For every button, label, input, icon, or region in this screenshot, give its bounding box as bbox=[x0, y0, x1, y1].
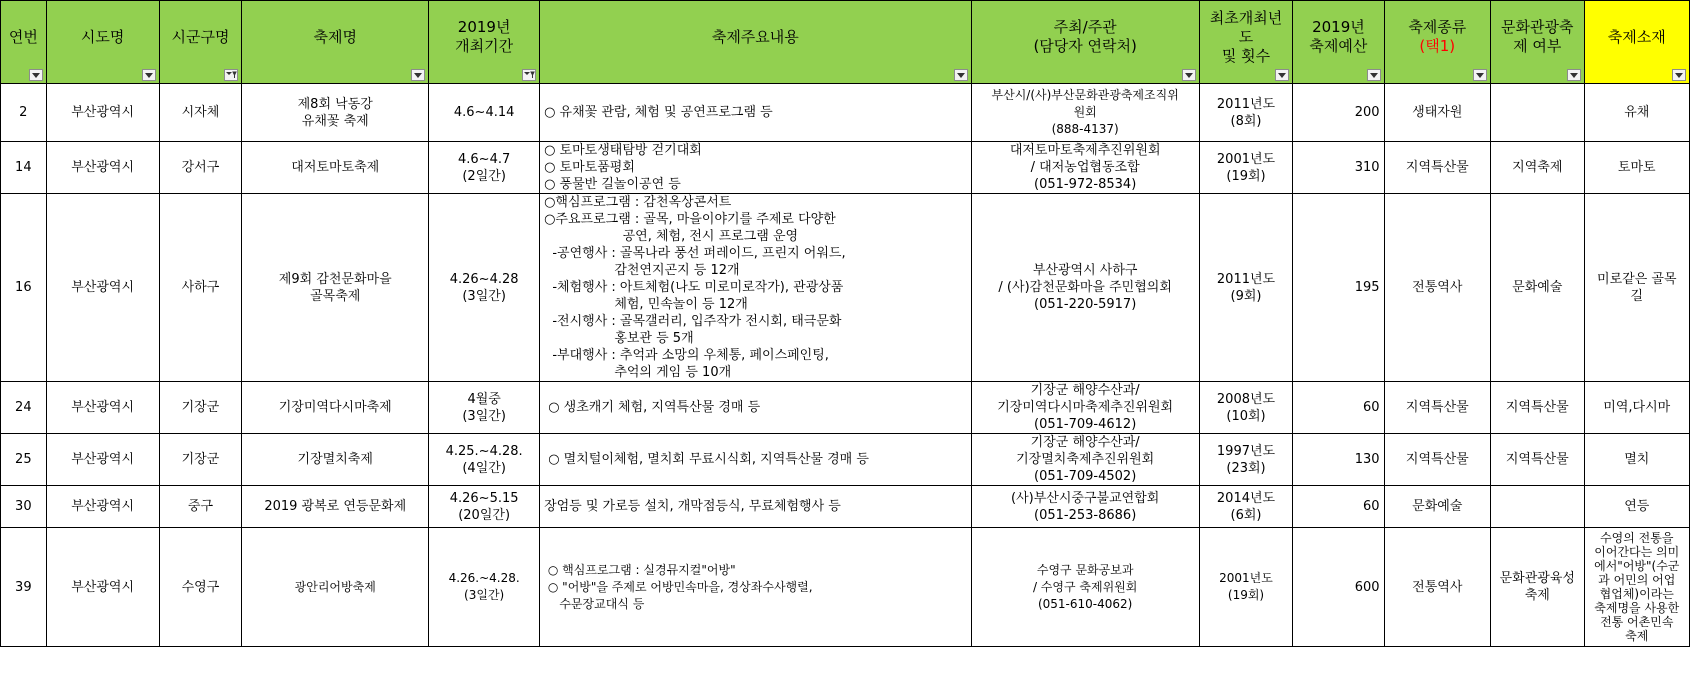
cell-content[interactable] bbox=[540, 528, 971, 647]
cell-no-text: 14 bbox=[15, 160, 32, 175]
cell-no[interactable] bbox=[1, 84, 47, 142]
cell-no[interactable] bbox=[1, 528, 47, 647]
col-festival-type-sublabel: (택1) bbox=[1419, 37, 1456, 55]
cell-host-text: 대저토마토축제추진위원회 / 대저농업협동조합 (051-972-8534) bbox=[1009, 143, 1161, 192]
cell-sigungu-text: 중구 bbox=[187, 499, 214, 514]
cell-festival-type-text: 전통역사 bbox=[1412, 280, 1463, 295]
filter-active-icon[interactable] bbox=[522, 69, 536, 81]
cell-culture-tourism-text: 지역특산물 bbox=[1505, 400, 1569, 415]
cell-no[interactable] bbox=[1, 142, 47, 194]
cell-period[interactable] bbox=[429, 528, 540, 647]
filter-dropdown-icon[interactable] bbox=[954, 69, 968, 81]
col-no-header bbox=[1, 1, 47, 84]
cell-content[interactable] bbox=[540, 142, 971, 194]
cell-sido-text: 부산광역시 bbox=[71, 499, 135, 514]
cell-festival-name[interactable] bbox=[242, 142, 429, 194]
col-host-header bbox=[971, 1, 1199, 84]
cell-material-text: 멸치 bbox=[1624, 452, 1650, 467]
cell-period[interactable] bbox=[429, 382, 540, 434]
cell-host[interactable] bbox=[971, 142, 1199, 194]
cell-no[interactable] bbox=[1, 434, 47, 486]
cell-culture-tourism[interactable] bbox=[1491, 84, 1584, 142]
table-row bbox=[1, 194, 1690, 382]
cell-festival-type-text: 생태자원 bbox=[1412, 105, 1463, 120]
cell-material-text: 수영의 전통을 이어간다는 의미 에서"어방"(수군 과 어민의 어업 협업체)이라는 축제명을 사용한 전통 어촌민속 축제 bbox=[1594, 531, 1680, 643]
cell-festival-type-text: 문화예술 bbox=[1412, 499, 1463, 514]
cell-festival-name-text: 대저토마토축제 bbox=[291, 160, 380, 175]
cell-festival-type-text: 전통역사 bbox=[1412, 579, 1463, 595]
cell-sigungu-text: 강서구 bbox=[181, 160, 220, 175]
col-material-label: 축제소재 bbox=[1607, 27, 1666, 46]
cell-festival-name-text: 2019 광복로 연등문화제 bbox=[264, 499, 407, 514]
cell-content[interactable] bbox=[540, 382, 971, 434]
cell-festival-name[interactable] bbox=[242, 84, 429, 142]
cell-first-held-text: 2014년도 (6회) bbox=[1216, 490, 1276, 523]
cell-material[interactable] bbox=[1584, 84, 1689, 142]
cell-sido-text: 부산광역시 bbox=[71, 400, 135, 415]
col-festival-type-label: 축제종류 bbox=[1408, 18, 1467, 36]
cell-budget-text: 200 bbox=[1354, 105, 1380, 120]
cell-period[interactable] bbox=[429, 486, 540, 528]
cell-budget[interactable] bbox=[1293, 194, 1384, 382]
cell-festival-type[interactable] bbox=[1384, 434, 1491, 486]
cell-first-held-text: 2001년도 (19회) bbox=[1219, 571, 1273, 602]
cell-content[interactable] bbox=[540, 84, 971, 142]
cell-festival-name-text: 기장멸치축제 bbox=[297, 452, 373, 467]
cell-material-text: 미로같은 골목 길 bbox=[1597, 271, 1677, 304]
table-row bbox=[1, 528, 1690, 647]
cell-festival-name[interactable] bbox=[242, 528, 429, 647]
cell-festival-type[interactable] bbox=[1384, 486, 1491, 528]
cell-budget[interactable] bbox=[1293, 382, 1384, 434]
filter-dropdown-icon[interactable] bbox=[29, 69, 43, 81]
filter-dropdown-icon[interactable] bbox=[1567, 69, 1581, 81]
cell-sigungu[interactable] bbox=[159, 528, 242, 647]
cell-no-text: 16 bbox=[15, 280, 32, 295]
cell-first-held-text: 2008년도 (10회) bbox=[1216, 391, 1276, 424]
filter-active-icon[interactable] bbox=[224, 69, 238, 81]
cell-host[interactable] bbox=[971, 194, 1199, 382]
cell-sigungu-text: 기장군 bbox=[181, 452, 220, 467]
cell-first-held[interactable] bbox=[1199, 84, 1292, 142]
cell-period-text: 4.26~4.28 (3일간) bbox=[449, 271, 519, 304]
cell-content-text: ○ 핵심프로그램 : 실경뮤지컬"어방" ○ "어방"을 주제로 어방민속마을, 경상좌수사행렬, 수문장교대식 등 bbox=[547, 562, 813, 611]
cell-sido[interactable] bbox=[46, 434, 159, 486]
cell-content[interactable] bbox=[540, 486, 971, 528]
col-culture-tourism-label: 문화관광축 제 여부 bbox=[1501, 18, 1574, 55]
cell-festival-name[interactable] bbox=[242, 382, 429, 434]
cell-festival-type-text: 지역특산물 bbox=[1405, 160, 1469, 175]
table-row bbox=[1, 434, 1690, 486]
cell-sido-text: 부산광역시 bbox=[71, 280, 135, 295]
col-festival-name-header bbox=[242, 1, 429, 84]
cell-culture-tourism[interactable] bbox=[1491, 194, 1584, 382]
cell-sido[interactable] bbox=[46, 142, 159, 194]
cell-content-text: ○ 생초캐기 체험, 지역특산물 경매 등 bbox=[544, 400, 761, 415]
col-period-label: 2019년 개최기간 bbox=[455, 18, 514, 55]
cell-no[interactable] bbox=[1, 194, 47, 382]
cell-festival-name[interactable] bbox=[242, 434, 429, 486]
cell-festival-type[interactable] bbox=[1384, 194, 1491, 382]
col-period-header bbox=[429, 1, 540, 84]
filter-dropdown-icon[interactable] bbox=[142, 69, 156, 81]
cell-period-text: 4.26~5.15 (20일간) bbox=[449, 490, 519, 523]
col-budget-header bbox=[1293, 1, 1384, 84]
cell-content-text: 장엄등 및 가로등 설치, 개막점등식, 무료체험행사 등 bbox=[544, 499, 841, 514]
cell-no-text: 30 bbox=[15, 499, 32, 514]
cell-budget-text: 600 bbox=[1354, 579, 1380, 595]
cell-festival-name-text: 제9회 감천문화마을 골목축제 bbox=[278, 271, 392, 304]
cell-content[interactable] bbox=[540, 434, 971, 486]
cell-budget[interactable] bbox=[1293, 434, 1384, 486]
cell-period[interactable] bbox=[429, 434, 540, 486]
cell-first-held[interactable] bbox=[1199, 528, 1292, 647]
cell-material[interactable] bbox=[1584, 486, 1689, 528]
cell-material-text: 유채 bbox=[1624, 105, 1650, 120]
cell-no-text: 24 bbox=[15, 400, 32, 415]
filter-dropdown-icon[interactable] bbox=[411, 69, 425, 81]
cell-budget[interactable] bbox=[1293, 528, 1384, 647]
col-sido-header bbox=[46, 1, 159, 84]
cell-culture-tourism[interactable] bbox=[1491, 486, 1584, 528]
col-sigungu-label: 시군구명 bbox=[171, 27, 230, 46]
cell-sigungu[interactable] bbox=[159, 142, 242, 194]
cell-sido[interactable] bbox=[46, 84, 159, 142]
cell-budget-text: 195 bbox=[1354, 280, 1380, 295]
cell-sido-text: 부산광역시 bbox=[71, 452, 135, 467]
col-sigungu-header bbox=[159, 1, 242, 84]
cell-sigungu[interactable] bbox=[159, 434, 242, 486]
cell-budget[interactable] bbox=[1293, 84, 1384, 142]
cell-culture-tourism-text: 지역특산물 bbox=[1505, 452, 1569, 467]
cell-material[interactable] bbox=[1584, 434, 1689, 486]
table-row bbox=[1, 382, 1690, 434]
cell-sido-text: 부산광역시 bbox=[71, 160, 135, 175]
cell-first-held-text: 2011년도 (9회) bbox=[1216, 271, 1276, 304]
cell-sigungu[interactable] bbox=[159, 382, 242, 434]
cell-festival-type[interactable] bbox=[1384, 84, 1491, 142]
filter-dropdown-icon[interactable] bbox=[1182, 69, 1196, 81]
cell-host-text: (사)부산시중구불교연합회 (051-253-8686) bbox=[1011, 490, 1160, 523]
cell-sigungu-text: 시자체 bbox=[181, 105, 220, 120]
filter-dropdown-icon[interactable] bbox=[1672, 69, 1686, 81]
filter-dropdown-icon[interactable] bbox=[1275, 69, 1289, 81]
table-row bbox=[1, 84, 1690, 142]
col-host-label: 주최/주관 (담당자 연락처) bbox=[1033, 18, 1137, 55]
cell-material[interactable] bbox=[1584, 382, 1689, 434]
cell-content-text: ○ 멸치털이체험, 멸치회 무료시식회, 지역특산물 경매 등 bbox=[544, 452, 869, 467]
cell-culture-tourism-text: 지역축제 bbox=[1512, 160, 1563, 175]
col-culture-tourism-header bbox=[1491, 1, 1584, 84]
cell-festival-name-text: 기장미역다시마축제 bbox=[278, 400, 392, 415]
cell-first-held[interactable] bbox=[1199, 194, 1292, 382]
cell-festival-type[interactable] bbox=[1384, 382, 1491, 434]
cell-content-text: ○ 토마토생태탐방 걷기대회 ○ 토마토품평회 ○ 풍물반 길놀이공연 등 bbox=[544, 143, 702, 192]
cell-content-text: ○ 유채꽃 관람, 체험 및 공연프로그램 등 bbox=[544, 105, 773, 120]
cell-culture-tourism-text: 문화관광육성 축제 bbox=[1499, 571, 1575, 603]
cell-budget[interactable] bbox=[1293, 486, 1384, 528]
cell-content[interactable] bbox=[540, 194, 971, 382]
cell-culture-tourism-text: 문화예술 bbox=[1512, 280, 1563, 295]
cell-budget-text: 310 bbox=[1354, 160, 1380, 175]
cell-festival-type-text: 지역특산물 bbox=[1405, 452, 1469, 467]
cell-period-text: 4.26.~4.28. (3일간) bbox=[448, 571, 520, 602]
col-content-label: 축제주요내용 bbox=[711, 27, 799, 46]
cell-host[interactable] bbox=[971, 382, 1199, 434]
cell-host[interactable] bbox=[971, 486, 1199, 528]
cell-period-text: 4.25.~4.28. (4일간) bbox=[445, 443, 523, 476]
cell-first-held[interactable] bbox=[1199, 382, 1292, 434]
filter-dropdown-icon[interactable] bbox=[1473, 69, 1487, 81]
cell-material-text: 미역,다시마 bbox=[1603, 400, 1671, 415]
cell-budget[interactable] bbox=[1293, 142, 1384, 194]
cell-host-text: 기장군 해양수산과/ 기장멸치축제추진위원회 (051-709-4502) bbox=[1016, 435, 1155, 484]
cell-content-text: ○핵심프로그램 : 감천옥상콘서트 ○주요프로그램 : 골목, 마을이야기를 주제로 다양한 공연, 체험, 전시 프로그램 운영 -공연행사 : 골목나라 풍선 퍼레이드, 프린지 어워드, 감천연지곤지 등 12개 -체험행사 : 아트체험(나도 미로미로작가), 관광상품 체험, 민속놀이 등 12개 -전시행사 : 골목갤러리, 입주작가 전시회, 태극문화 홍보관 등 5개 -부대행사 : 추억과 소망의 우체통, 페이스페인팅, 추억의 게임 등 10개 bbox=[544, 195, 846, 380]
cell-festival-name-text: 광안리어방축제 bbox=[294, 579, 376, 594]
cell-festival-type[interactable] bbox=[1384, 142, 1491, 194]
cell-material[interactable] bbox=[1584, 528, 1689, 647]
col-festival-name-label: 축제명 bbox=[313, 27, 357, 46]
cell-no[interactable] bbox=[1, 486, 47, 528]
cell-sido[interactable] bbox=[46, 528, 159, 647]
cell-period[interactable] bbox=[429, 194, 540, 382]
cell-host[interactable] bbox=[971, 434, 1199, 486]
cell-culture-tourism[interactable] bbox=[1491, 434, 1584, 486]
cell-host[interactable] bbox=[971, 528, 1199, 647]
cell-material-text: 연등 bbox=[1624, 499, 1650, 514]
col-festival-type-header bbox=[1384, 1, 1491, 84]
cell-sigungu[interactable] bbox=[159, 194, 242, 382]
cell-sido[interactable] bbox=[46, 382, 159, 434]
cell-no[interactable] bbox=[1, 382, 47, 434]
table-row bbox=[1, 486, 1690, 528]
cell-period-text: 4.6~4.7 (2일간) bbox=[458, 151, 511, 184]
cell-sido-text: 부산광역시 bbox=[71, 579, 135, 595]
cell-material[interactable] bbox=[1584, 194, 1689, 382]
cell-sido[interactable] bbox=[46, 194, 159, 382]
cell-host-text: 부산광역시 사하구 / (사)감천문화마을 주민협의회 (051-220-5917) bbox=[998, 263, 1172, 312]
cell-budget-text: 60 bbox=[1363, 400, 1380, 415]
cell-period-text: 4.6~4.14 bbox=[453, 105, 515, 120]
col-material-header bbox=[1584, 1, 1689, 84]
col-sido-label: 시도명 bbox=[80, 27, 125, 46]
cell-no-text: 25 bbox=[15, 452, 32, 467]
cell-no-text: 2 bbox=[19, 105, 28, 120]
header-row bbox=[1, 1, 1690, 84]
cell-budget-text: 130 bbox=[1354, 452, 1380, 467]
cell-festival-type-text: 지역특산물 bbox=[1405, 400, 1469, 415]
col-first-held-label: 최초개최년 도 및 횟수 bbox=[1209, 8, 1283, 65]
cell-host[interactable] bbox=[971, 84, 1199, 142]
cell-festival-name-text: 제8회 낙동강 유채꽃 축제 bbox=[297, 96, 373, 129]
cell-host-text: 부산시/(사)부산문화관광축제조직위 원회 (888-4137) bbox=[991, 88, 1179, 136]
cell-culture-tourism[interactable] bbox=[1491, 142, 1584, 194]
col-first-held-header bbox=[1199, 1, 1292, 84]
cell-material-text: 토마토 bbox=[1617, 160, 1656, 175]
cell-period-text: 4월중 (3일간) bbox=[462, 391, 506, 424]
table-row bbox=[1, 142, 1690, 194]
col-content-header bbox=[540, 1, 971, 84]
cell-sigungu-text: 사하구 bbox=[181, 280, 220, 295]
cell-festival-name[interactable] bbox=[242, 194, 429, 382]
cell-sigungu[interactable] bbox=[159, 84, 242, 142]
cell-first-held-text: 2011년도 (8회) bbox=[1216, 96, 1276, 129]
cell-festival-type[interactable] bbox=[1384, 528, 1491, 647]
cell-first-held-text: 2001년도 (19회) bbox=[1216, 151, 1276, 184]
cell-first-held-text: 1997년도 (23회) bbox=[1216, 443, 1276, 476]
cell-culture-tourism[interactable] bbox=[1491, 528, 1584, 647]
cell-culture-tourism[interactable] bbox=[1491, 382, 1584, 434]
cell-sido[interactable] bbox=[46, 486, 159, 528]
cell-sigungu[interactable] bbox=[159, 486, 242, 528]
cell-first-held[interactable] bbox=[1199, 434, 1292, 486]
cell-festival-name[interactable] bbox=[242, 486, 429, 528]
cell-no-text: 39 bbox=[15, 579, 32, 595]
cell-host-text: 수영구 문화공보과 / 수영구 축제위원회 (051-610-4062) bbox=[1032, 562, 1138, 611]
cell-first-held[interactable] bbox=[1199, 486, 1292, 528]
col-budget-label: 2019년 축제예산 bbox=[1309, 18, 1368, 55]
cell-sigungu-text: 기장군 bbox=[181, 400, 220, 415]
cell-period[interactable] bbox=[429, 84, 540, 142]
cell-sido-text: 부산광역시 bbox=[71, 105, 135, 120]
cell-sigungu-text: 수영구 bbox=[181, 579, 220, 595]
cell-budget-text: 60 bbox=[1363, 499, 1380, 514]
col-no-label: 연번 bbox=[8, 27, 38, 46]
filter-dropdown-icon[interactable] bbox=[1367, 69, 1381, 81]
cell-first-held[interactable] bbox=[1199, 142, 1292, 194]
cell-material[interactable] bbox=[1584, 142, 1689, 194]
cell-host-text: 기장군 해양수산과/ 기장미역다시마축제추진위원회 (051-709-4612) bbox=[997, 383, 1174, 432]
cell-period[interactable] bbox=[429, 142, 540, 194]
